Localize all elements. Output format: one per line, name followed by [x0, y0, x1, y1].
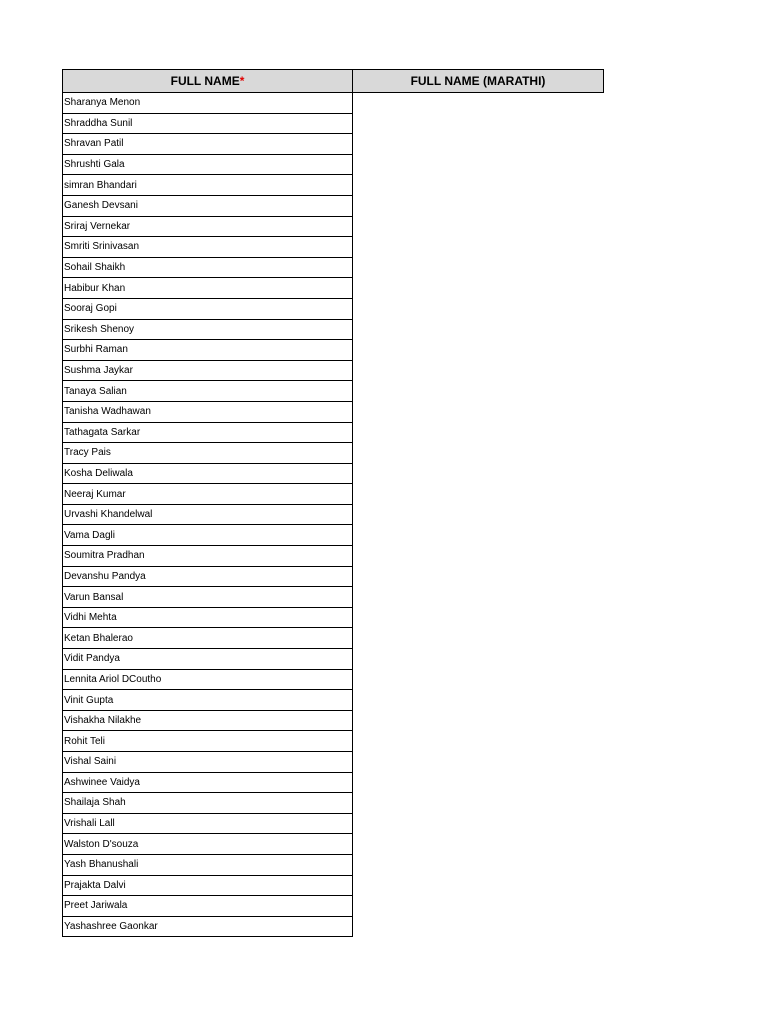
name-cell: Ashwinee Vaidya [64, 776, 140, 788]
name-cell: Shrushti Gala [64, 159, 125, 171]
table-row [62, 299, 353, 320]
table-row [62, 752, 353, 773]
name-cell: Tanisha Wadhawan [64, 406, 151, 418]
table-row [62, 917, 353, 938]
name-cell: Yash Bhanushali [64, 859, 139, 871]
table-row [62, 587, 353, 608]
required-asterisk: * [239, 74, 245, 88]
table-row [62, 546, 353, 567]
name-cell: Vidit Pandya [64, 653, 120, 665]
name-cell: Soumitra Pradhan [64, 550, 145, 562]
table-row [62, 731, 353, 752]
names-table [62, 69, 604, 937]
name-cell: Walston D'souza [64, 838, 139, 850]
name-cell: Shraddha Sunil [64, 117, 133, 129]
name-cell: Smriti Srinivasan [64, 241, 140, 253]
table-row [62, 505, 353, 526]
name-cell: Shravan Patil [64, 138, 124, 150]
table-row [62, 814, 353, 835]
column-header-full-name-marathi [352, 69, 604, 93]
name-cell: Sharanya Menon [64, 97, 141, 109]
name-cell: Sohail Shaikh [64, 262, 126, 274]
table-row [62, 278, 353, 299]
name-cell: Vama Dagli [64, 529, 115, 541]
table-row [62, 381, 353, 402]
name-cell: Srikesh Shenoy [64, 323, 135, 335]
name-cell: simran Bhandari [64, 179, 137, 191]
name-cell: Vinit Gupta [64, 694, 114, 706]
table-row [62, 876, 353, 897]
table-row [62, 175, 353, 196]
table-row [62, 711, 353, 732]
name-cell: Preet Jariwala [64, 900, 128, 912]
table-row [62, 525, 353, 546]
table-row [62, 484, 353, 505]
name-cell: Ketan Bhalerao [64, 632, 133, 644]
table-row [62, 155, 353, 176]
name-cell: Lennita Ariol DCoutho [64, 673, 162, 685]
name-cell: Rohit Teli [64, 735, 105, 747]
table-row [62, 196, 353, 217]
table-row [62, 402, 353, 423]
table-row [62, 567, 353, 588]
table-row [62, 464, 353, 485]
name-cell: Kosha Deliwala [64, 467, 133, 479]
table-row [62, 793, 353, 814]
name-cell: Sushma Jaykar [64, 365, 133, 377]
table-row [62, 217, 353, 238]
column-header-full-name [62, 69, 353, 93]
name-cell: Vishakha Nilakhe [64, 715, 142, 727]
name-cell: Prajakta Dalvi [64, 879, 126, 891]
table-row [62, 628, 353, 649]
table-row [62, 443, 353, 464]
table-row [62, 258, 353, 279]
name-cell: Vrishali Lall [64, 818, 115, 830]
name-cell: Varun Bansal [64, 591, 124, 603]
table-row [62, 896, 353, 917]
table-row [62, 670, 353, 691]
table-row [62, 237, 353, 258]
name-cell: Urvashi Khandelwal [64, 509, 153, 521]
table-row [62, 773, 353, 794]
table-row [62, 134, 353, 155]
name-cell: Neeraj Kumar [64, 488, 126, 500]
table-row [62, 423, 353, 444]
table-row [62, 361, 353, 382]
table-row [62, 93, 353, 114]
name-cell: Surbhi Raman [64, 344, 128, 356]
name-cell: Habibur Khan [64, 282, 126, 294]
name-cell: Vidhi Mehta [64, 612, 117, 624]
table-header-row [62, 69, 604, 93]
table-row [62, 649, 353, 670]
table-row [62, 114, 353, 135]
column-header-full-name-marathi-label: FULL NAME (MARATHI) [410, 74, 546, 88]
table-row [62, 855, 353, 876]
name-cell: Shailaja Shah [64, 797, 126, 809]
table-body [62, 93, 353, 937]
name-cell: Tanaya Salian [64, 385, 127, 397]
name-cell: Sriraj Vernekar [64, 220, 131, 232]
table-row [62, 690, 353, 711]
table-row [62, 608, 353, 629]
name-cell: Tracy Pais [64, 447, 111, 459]
table-row [62, 340, 353, 361]
name-cell: Devanshu Pandya [64, 570, 146, 582]
name-cell: Ganesh Devsani [64, 200, 138, 212]
name-cell: Vishal Saini [64, 756, 117, 768]
table-row [62, 834, 353, 855]
name-cell: Tathagata Sarkar [64, 426, 141, 438]
column-header-full-name-label: FULL NAME [170, 74, 240, 88]
table-row [62, 320, 353, 341]
name-cell: Yashashree Gaonkar [64, 921, 158, 933]
name-cell: Sooraj Gopi [64, 303, 117, 315]
